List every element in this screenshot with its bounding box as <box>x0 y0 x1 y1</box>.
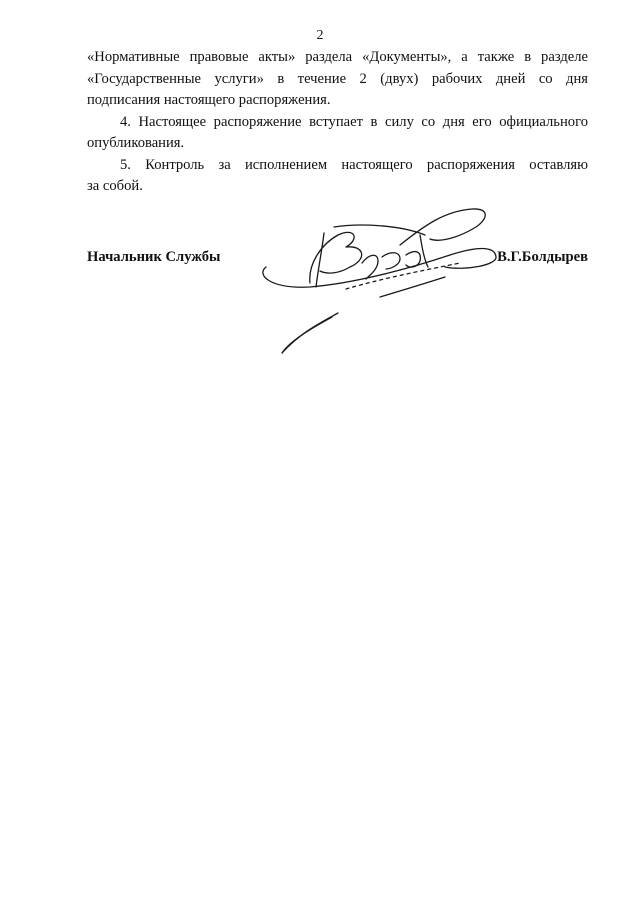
paragraph-item-5: 5. Контроль за исполнением настоящего распоряжения оставляю <box>120 156 588 173</box>
paragraph-line: за собой. <box>87 178 143 194</box>
page-number: 2 <box>316 28 324 43</box>
document-body <box>87 47 588 198</box>
signer-name: В.Г.Болдырев <box>497 249 588 265</box>
handwritten-signature <box>250 205 510 360</box>
paragraph-line: опубликования. <box>87 135 185 151</box>
paragraph-line: «Нормативные правовые акты» раздела «Документы», а также в разделе <box>87 49 588 65</box>
signer-position: Начальник Службы <box>87 249 221 265</box>
paragraph-item-4: 4. Настоящее распоряжение вступает в силу со дня его официального <box>120 113 588 130</box>
paragraph-line: «Государственные услуги» в течение 2 (двух) рабочих дней со дня <box>87 70 588 87</box>
paragraph-line: подписания настоящего распоряжения. <box>87 92 331 108</box>
